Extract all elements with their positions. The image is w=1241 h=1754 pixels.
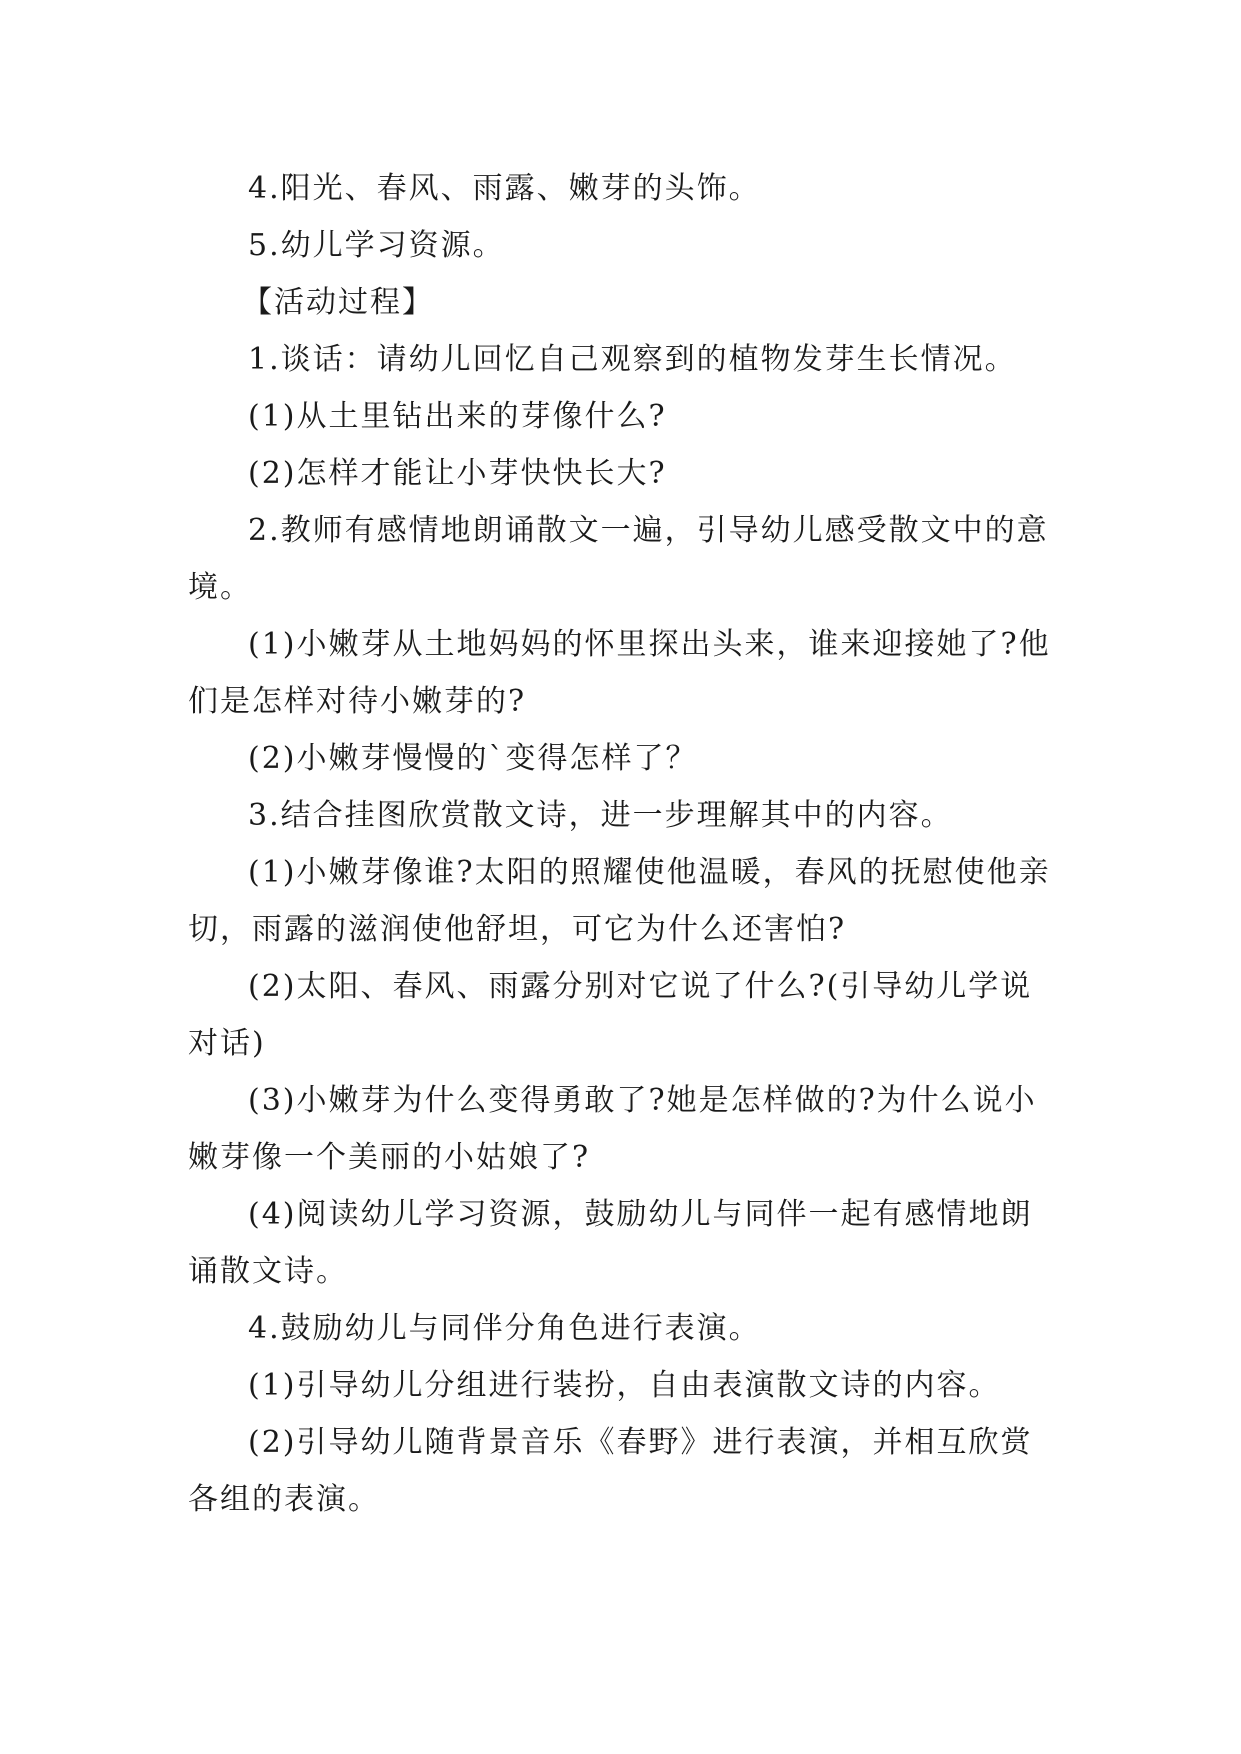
paragraph-step-4: 4.鼓励幼儿与同伴分角色进行表演。 [248,1311,761,1346]
paragraph-step-1-question-1: (1)从土里钻出来的芽像什么? [248,399,667,434]
document-body [188,160,1058,1528]
paragraph-materials-headwear: 4.阳光、春风、雨露、嫩芽的头饰。 [248,171,761,206]
paragraph-step-1: 1.谈话：请幼儿回忆自己观察到的植物发芽生长情况。 [248,342,1017,377]
paragraph-step-3-question-3: (3)小嫩芽为什么变得勇敢了?她是怎样做的?为什么说小嫩芽像一个美丽的小姑娘了? [188,1083,1037,1175]
section-heading-activity-process: 【活动过程】 [242,285,434,320]
paragraph-step-3-question-4: (4)阅读幼儿学习资源，鼓励幼儿与同伴一起有感情地朗诵散文诗。 [188,1197,1033,1289]
paragraph-step-3-question-2: (2)太阳、春风、雨露分别对它说了什么?(引导幼儿学说对话) [188,969,1033,1061]
paragraph-step-4-item-2: (2)引导幼儿随背景音乐《春野》进行表演，并相互欣赏各组的表演。 [188,1425,1033,1517]
paragraph-step-4-item-1: (1)引导幼儿分组进行装扮，自由表演散文诗的内容。 [248,1368,1001,1403]
paragraph-step-2-question-2: (2)小嫩芽慢慢的`变得怎样了？ [248,741,698,776]
paragraph-step-2: 2.教师有感情地朗诵散文一遍，引导幼儿感受散文中的意境。 [188,513,1049,605]
paragraph-step-3-question-1: (1)小嫩芽像谁?太阳的照耀使他温暖，春风的抚慰使他亲切，雨露的滋润使他舒坦，可它为什么还害怕? [188,855,1051,947]
paragraph-step-3: 3.结合挂图欣赏散文诗，进一步理解其中的内容。 [248,798,953,833]
paragraph-materials-resources: 5.幼儿学习资源。 [248,228,505,263]
paragraph-step-2-question-1: (1)小嫩芽从土地妈妈的怀里探出头来，谁来迎接她了?他们是怎样对待小嫩芽的? [188,627,1051,719]
paragraph-step-1-question-2: (2)怎样才能让小芽快快长大? [248,456,667,491]
